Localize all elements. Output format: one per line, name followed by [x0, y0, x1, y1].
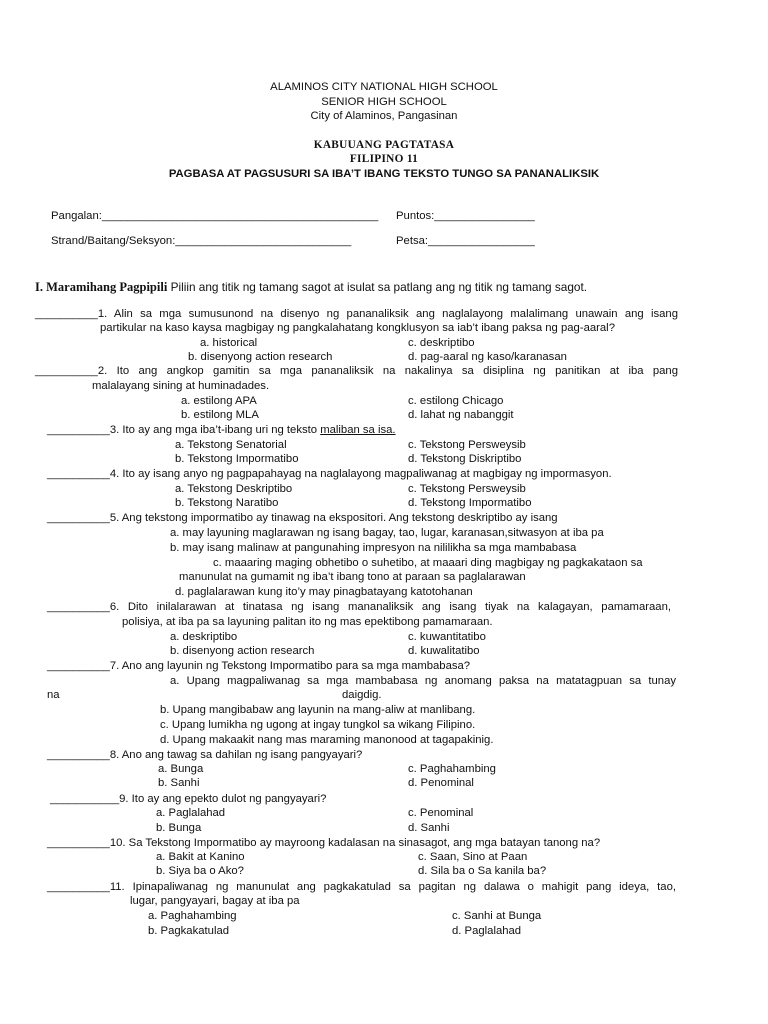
question-3 [47, 423, 396, 438]
question-11: __________11. Ipinapaliwanag ng manunulat ang pagkakatulad sa pagitan ng dalawa o mahigit pang ideya, tao, [47, 881, 676, 893]
question-1: __________1. Alin sa mga sumusunond na disenyo ng pananaliksik ang naglalayong malalimang unawain ang isang [35, 308, 678, 320]
question-2: __________2. Ito ang angkop gamitin sa mga pananaliksik na nakalinya sa disiplina ng panitikan at iba pang [35, 365, 678, 377]
q8-option-c: c. Paghahambing [408, 763, 496, 775]
q2-option-a: a. estilong APA [181, 395, 257, 407]
q3-option-c: c. Tekstong Persweysib [408, 439, 526, 451]
q1-option-b: b. disenyong action research [188, 351, 333, 363]
q11-option-b: b. Pagkakatulad [148, 925, 230, 937]
school-level: SENIOR HIGH SCHOOL [321, 95, 447, 108]
q2-option-b: b. estilong MLA [181, 409, 259, 421]
q7-option-b: b. Upang mangibabaw ang layunin na mang-aliw at manlibang. [160, 704, 476, 716]
question-8: __________8. Ano ang tawag sa dahilan ng isang pangyayari? [47, 749, 363, 761]
q8-option-d: d. Penominal [408, 777, 474, 789]
school-name: ALAMINOS CITY NATIONAL HIGH SCHOOL [270, 81, 498, 93]
q7-option-a-cont: daigdig. [342, 689, 382, 701]
q3-option-b: b. Tekstong Impormatibo [175, 453, 299, 465]
q10-option-a: a. Bakit at Kanino [156, 851, 245, 863]
q3-option-d: d. Tekstong Diskriptibo [408, 453, 522, 465]
q11-option-a: a. Paghahambing [148, 910, 237, 922]
q5-option-c: c. maaaring maging obhetibo o suhetibo, at maaari ding magbigay ng pagkakataon sa [213, 557, 643, 569]
q1-option-d: d. pag-aaral ng kaso/karanasan [408, 351, 567, 363]
question-3-text: __________3. Ito ay ang mga iba’t-ibang uri ng teksto [47, 424, 321, 436]
question-1-cont: partikular na kaso kaysa magbigay ng pangkalahatang kongklusyon sa iab’t ibang paksa ng pag-aaral? [100, 322, 615, 334]
q4-option-a: a. Tekstong Deskriptibo [175, 483, 293, 495]
q7-option-a-word: na [47, 689, 60, 701]
question-9: ___________9. Ito ay ang epekto dulot ng pangyayari? [50, 793, 327, 805]
score-field[interactable]: Puntos:________________ [396, 210, 535, 222]
question-6-cont: polisiya, at iba pa sa layuning palitan ito ng mas epektibong pamamaraan. [122, 616, 493, 628]
q4-option-d: d. Tekstong Impormatibo [408, 497, 532, 509]
q6-option-a: a. deskriptibo [170, 631, 238, 643]
q5-option-b: b. may isang malinaw at pangunahing impresyon na nililikha sa mga mambabasa [170, 542, 577, 554]
q8-option-b: b. Sanhi [158, 777, 200, 789]
school-location: City of Alaminos, Pangasinan [310, 110, 458, 122]
q7-option-c: c. Upang lumikha ng ugong at ingay tungkol sa wikang Filipino. [160, 719, 476, 731]
q9-option-c: c. Penominal [408, 807, 474, 819]
q2-option-c: c. estilong Chicago [408, 395, 504, 407]
question-7: __________7. Ano ang layunin ng Tekstong Impormatibo para sa mga mambabasa? [47, 660, 471, 672]
strand-field[interactable]: Strand/Baitang/Seksyon:____________________________ [51, 235, 352, 247]
name-field[interactable]: Pangalan:____________________________________________ [51, 210, 379, 222]
q5-option-d: d. paglalarawan kung ito’y may pinagbatayang katotohanan [175, 586, 473, 598]
q11-option-d: d. Paglalahad [452, 925, 522, 937]
question-5: __________5. Ang tekstong impormatibo ay tinawag na ekspositori. Ang tekstong deskriptibo ay isang [47, 512, 558, 524]
q10-option-c: c. Saan, Sino at Paan [418, 851, 528, 863]
q6-option-d: d. kuwalitatibo [408, 645, 480, 657]
q5-option-a: a. may layuning maglarawan ng isang bagay, tao, lugar, karanasan,sitwasyon at iba pa [170, 527, 604, 539]
question-10: __________10. Sa Tekstong Impormatibo ay mayroong kadalasan na sinasagot, ang mga batayan tanong na? [47, 837, 601, 849]
q6-option-b: b. disenyong action research [170, 645, 315, 657]
q1-option-c: c. deskriptibo [408, 337, 475, 349]
q10-option-d: d. Sila ba o Sa kanila ba? [418, 865, 547, 877]
question-11-cont: lugar, pangyayari, bagay at iba pa [130, 895, 300, 907]
q1-option-a: a. historical [200, 337, 258, 349]
subject-title: FILIPINO 11 [349, 153, 419, 165]
section-heading [35, 280, 587, 295]
q10-option-b: b. Siya ba o Ako? [156, 865, 244, 877]
section-title: I. Maramihang Pagpipili [35, 280, 168, 294]
q9-option-d: d. Sanhi [408, 822, 450, 834]
exam-header [0, 80, 768, 181]
q9-option-a: a. Paglalahad [156, 807, 226, 819]
q9-option-b: b. Bunga [156, 822, 202, 834]
q7-option-d: d. Upang makaakit nang mas maraming manonood at tagapakinig. [160, 734, 494, 746]
section-instruction: Piliin ang titik ng tamang sagot at isulat sa patlang ang ng titik ng tamang sagot. [167, 280, 588, 294]
exam-title: KABUUANG PAGTATASA [313, 138, 455, 151]
q5-option-c-cont: manunulat na gumamit ng iba’t ibang tono at paraan sa paglalarawan [179, 571, 526, 583]
course-title: PAGBASA AT PAGSUSURI SA IBA’T IBANG TEKSTO TUNGO SA PANANALIKSIK [168, 167, 600, 180]
question-4: __________4. Ito ay isang anyo ng pagpapahayag na naglalayong magpaliwanag at magbigay ng impormasyon. [47, 468, 612, 480]
q4-option-c: c. Tekstong Persweysib [408, 483, 526, 495]
q2-option-d: d. lahat ng nabanggit [408, 409, 514, 421]
student-info [51, 209, 731, 259]
q11-option-c: c. Sanhi at Bunga [452, 910, 542, 922]
q4-option-b: b. Tekstong Naratibo [175, 497, 279, 509]
date-field[interactable]: Petsa:_________________ [396, 235, 535, 247]
q7-option-a: a. Upang magpaliwanag sa mga mambabasa ng anomang paksa na matatagpuan sa tunay [170, 675, 676, 687]
q6-option-c: c. kuwantitatibo [408, 631, 486, 643]
question-2-cont: malalayang sining at huminadades. [92, 380, 270, 392]
question-6: __________6. Dito inilalarawan at tinatasa ng isang mananaliksik ang isang tiyak na kalagayan, pamamaraan, [47, 601, 671, 613]
q3-option-a: a. Tekstong Senatorial [175, 439, 287, 451]
q8-option-a: a. Bunga [158, 763, 204, 775]
question-3-emphasis: maliban sa isa. [320, 424, 396, 436]
